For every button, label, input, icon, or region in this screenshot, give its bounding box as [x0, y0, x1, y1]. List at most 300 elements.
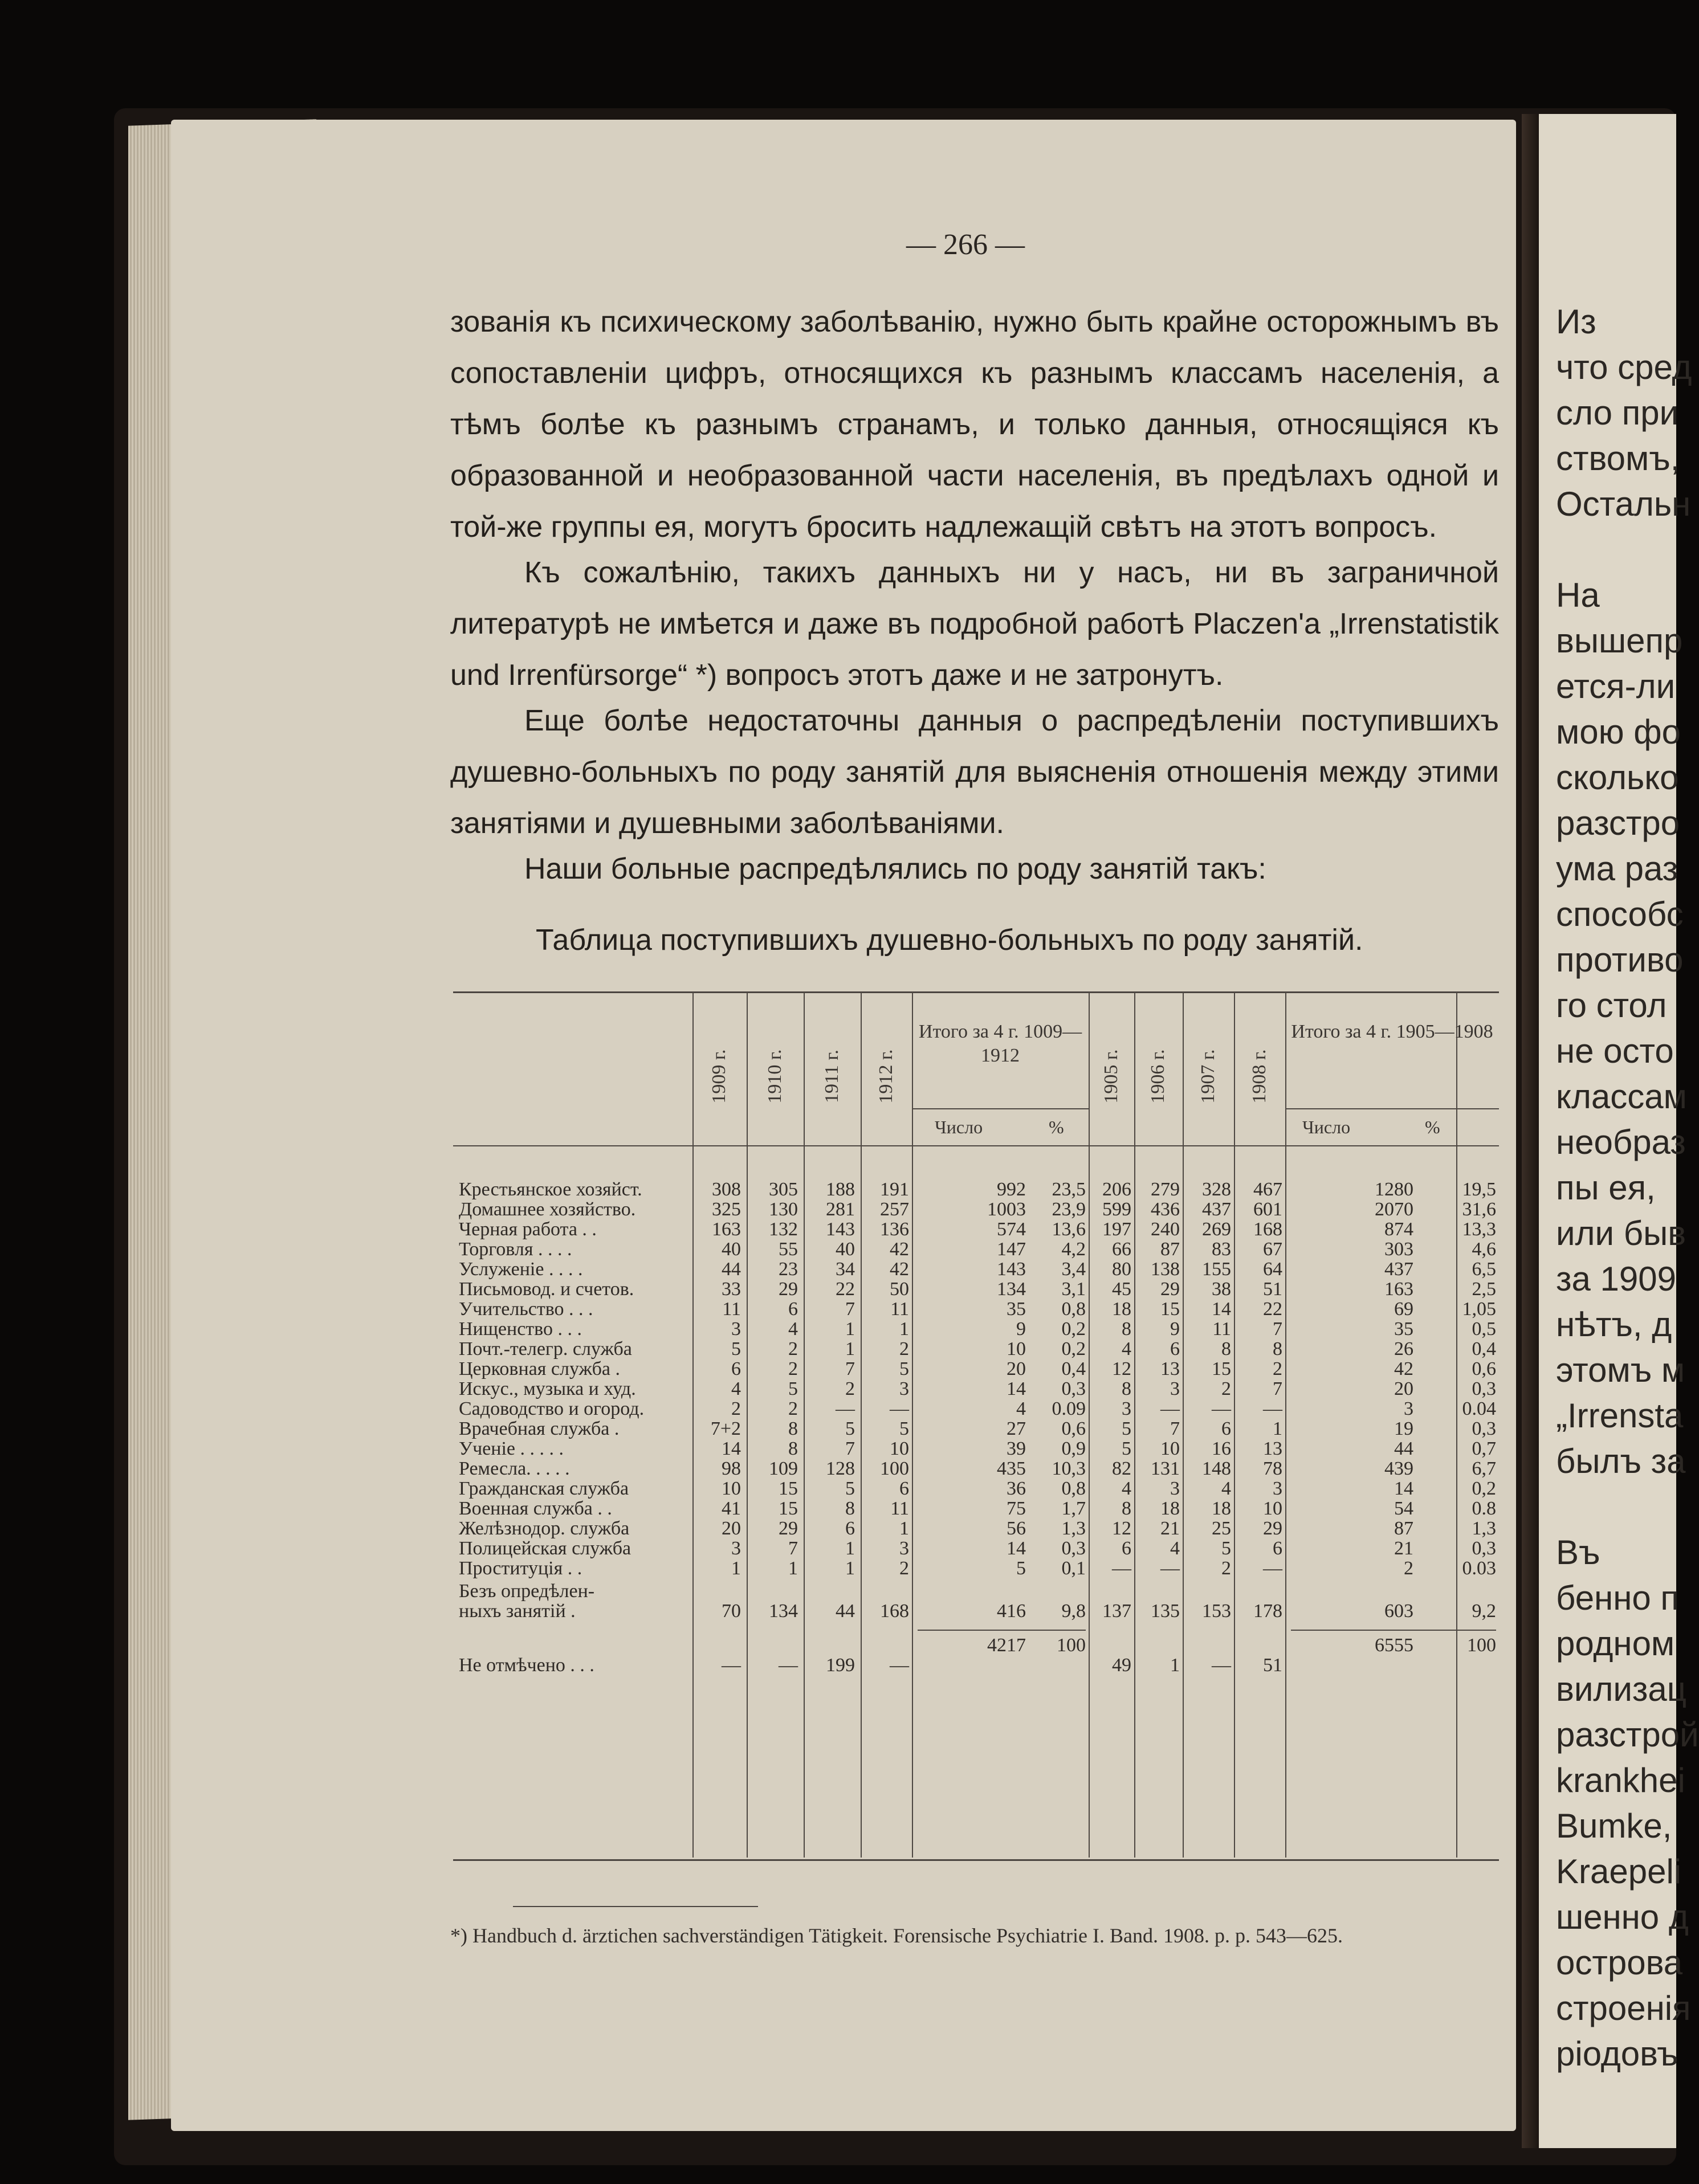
table-cell: — [779, 1655, 798, 1676]
table-row [459, 1655, 1502, 1675]
group-header-1909-1912: Итого за 4 г. 1009—1912 [918, 1021, 1082, 1066]
table-cell: 14 [1007, 1378, 1026, 1399]
table-cell: 163 [712, 1219, 741, 1240]
row-label: ныхъ занятій . [459, 1601, 576, 1622]
table-cell: 0,3 [1472, 1418, 1496, 1439]
table-row [459, 1459, 1502, 1479]
table-cell: 12 [1112, 1518, 1131, 1539]
page-number: — 266 — [906, 228, 1025, 261]
table-cell: 21 [1394, 1538, 1413, 1559]
table-cell: 1,05 [1462, 1299, 1496, 1320]
year-header: 1909 г. [708, 1049, 730, 1104]
table-cell: 168 [880, 1601, 909, 1622]
table-cell: 3 [899, 1378, 909, 1399]
table-row [459, 1581, 1502, 1601]
table-cell: 19 [1394, 1418, 1413, 1439]
right-page-line: родном [1556, 1624, 1675, 1663]
right-page-line: мою фо [1556, 713, 1681, 751]
table-row [459, 1601, 1502, 1621]
table-row [459, 1635, 1502, 1655]
table-cell: 35 [1394, 1318, 1413, 1340]
table-cell: 7 [788, 1538, 798, 1559]
table-cell: 308 [712, 1179, 741, 1200]
footnote: *) Handbuch d. ärztichen sachverständigen Tätigkeit. Forensische Psychiatrie I. Band. 1908. p. p. 543—625. [450, 1924, 1343, 1947]
table-cell: 2 [899, 1338, 909, 1360]
table-cell: 20 [1394, 1378, 1413, 1399]
table-cell: 137 [1102, 1601, 1131, 1622]
table-cell: 42 [1394, 1358, 1413, 1379]
table-cell: 18 [1112, 1299, 1131, 1320]
table-cell: 1 [845, 1338, 855, 1360]
table-cell: 9 [1170, 1318, 1180, 1340]
table-cell: 8 [1273, 1338, 1282, 1360]
table-cell: 6 [788, 1299, 798, 1320]
right-page-line: krankhei [1556, 1761, 1685, 1799]
table-cell: 135 [1151, 1601, 1180, 1622]
table-cell: 3 [1273, 1478, 1282, 1499]
right-page-line: Kraepeli [1556, 1852, 1682, 1891]
table-cell: 42 [890, 1239, 909, 1260]
table-row [459, 1219, 1502, 1239]
table-cell: 0,2 [1061, 1338, 1086, 1360]
year-header: 1912 г. [875, 1049, 897, 1104]
table-cell: 148 [1202, 1458, 1231, 1479]
table-cell: 4217 [987, 1635, 1026, 1656]
table-cell: 199 [826, 1655, 855, 1676]
right-page-line: острова [1556, 1944, 1683, 1982]
table-cell: 13 [1263, 1438, 1282, 1459]
table-cell: 435 [997, 1458, 1026, 1479]
table-cell: 1 [731, 1558, 741, 1579]
table-cell: 439 [1384, 1458, 1413, 1479]
table-cell: 2 [1221, 1378, 1231, 1399]
table-cell: 3 [1404, 1398, 1413, 1419]
table-cell: 15 [1212, 1358, 1231, 1379]
table-cell: 69 [1394, 1299, 1413, 1320]
table-row [459, 1399, 1502, 1419]
table-cell: 2 [788, 1398, 798, 1419]
table-cell: 178 [1253, 1601, 1282, 1622]
table-cell: 467 [1253, 1179, 1282, 1200]
table-cell: 82 [1112, 1458, 1131, 1479]
table-cell: 0,8 [1061, 1299, 1086, 1320]
table-cell: 136 [880, 1219, 909, 1240]
table-cell: 51 [1263, 1655, 1282, 1676]
table-cell: 4,6 [1472, 1239, 1496, 1260]
right-page-line: способс [1556, 895, 1684, 933]
table-cell: 40 [836, 1239, 855, 1260]
table-cell: 143 [826, 1219, 855, 1240]
table-cell: 50 [890, 1279, 909, 1300]
table-cell: 1 [1170, 1655, 1180, 1676]
table-cell: 11 [722, 1299, 741, 1320]
table-cell: 2 [899, 1558, 909, 1579]
table-cell: 39 [1007, 1438, 1026, 1459]
table-row [459, 1479, 1502, 1499]
table-cell: 13,3 [1462, 1219, 1496, 1240]
row-label: Крестьянское хозяйст. [459, 1179, 642, 1200]
row-label: Не отмѣчено . . . [459, 1655, 594, 1676]
right-page-line: противо [1556, 941, 1684, 979]
table-cell: 18 [1160, 1498, 1180, 1519]
table-cell: 134 [997, 1279, 1026, 1300]
table-cell: 44 [722, 1259, 741, 1280]
table-cell: 5 [1016, 1558, 1026, 1579]
table-cell: 23,5 [1052, 1179, 1086, 1200]
table-cell: 0,2 [1061, 1318, 1086, 1340]
table-cell: 325 [712, 1199, 741, 1220]
table-cell: 6 [899, 1478, 909, 1499]
table-cell: 303 [1384, 1239, 1413, 1260]
table-cell: 1 [1273, 1418, 1282, 1439]
table-cell: 25 [1212, 1518, 1231, 1539]
table-cell: 0.04 [1462, 1398, 1496, 1419]
table-cell: 2 [788, 1338, 798, 1360]
table-cell: 49 [1112, 1655, 1131, 1676]
table-cell: 55 [779, 1239, 798, 1260]
table-cell: 3 [899, 1538, 909, 1559]
table-cell: 1 [899, 1518, 909, 1539]
table-cell: 21 [1160, 1518, 1180, 1539]
table-cell: — [1263, 1558, 1282, 1579]
sub-header-number: Число [1302, 1117, 1351, 1137]
table-cell: 6 [845, 1518, 855, 1539]
table-header-line [1285, 1108, 1499, 1109]
table-cell: 4 [1170, 1538, 1180, 1559]
table-cell: 44 [1394, 1438, 1413, 1459]
table-cell: 16 [1212, 1438, 1231, 1459]
table-cell: 3 [1122, 1398, 1131, 1419]
table-cell: 8 [788, 1418, 798, 1439]
total-rule [918, 1630, 1086, 1631]
row-label: Врачебная служба . [459, 1418, 620, 1439]
year-header: 1911 г. [821, 1050, 842, 1103]
table-cell: 2 [1221, 1558, 1231, 1579]
table-cell: — [722, 1655, 741, 1676]
table-cell: 100 [1467, 1635, 1496, 1656]
table-cell: 13 [1160, 1358, 1180, 1379]
table-cell: 155 [1202, 1259, 1231, 1280]
table-cell: 7 [1170, 1418, 1180, 1439]
table-cell: 29 [1160, 1279, 1180, 1300]
row-label: Гражданская служба [459, 1478, 629, 1499]
table-cell: 0,4 [1472, 1338, 1496, 1360]
table-cell: 3,1 [1061, 1279, 1086, 1300]
table-cell: 8 [1122, 1318, 1131, 1340]
row-label: Проституція . . [459, 1558, 582, 1579]
table-cell: 11 [890, 1498, 909, 1519]
table-cell: 5 [1122, 1438, 1131, 1459]
row-label: Черная работа . . [459, 1219, 597, 1240]
table-cell: — [1212, 1398, 1231, 1419]
table-cell: 2 [1404, 1558, 1413, 1579]
right-page-line: за 1909 [1556, 1260, 1677, 1298]
table-cell: 7 [1273, 1318, 1282, 1340]
right-page-line: ума раз [1556, 850, 1678, 888]
table-cell: 29 [779, 1279, 798, 1300]
table-cell: 4 [1016, 1398, 1026, 1419]
table-cell: 4 [1122, 1478, 1131, 1499]
table-cell: 80 [1112, 1259, 1131, 1280]
table-cell: 1003 [987, 1199, 1026, 1220]
table-cell: 22 [1263, 1299, 1282, 1320]
table-row [459, 1439, 1502, 1459]
table-cell: 3 [731, 1538, 741, 1559]
table-cell: 9 [1016, 1318, 1026, 1340]
table-cell: 6,5 [1472, 1259, 1496, 1280]
paragraph-3: Еще болѣе недостаточны данныя о распредѣленіи поступившихъ душевно-больныхъ по роду занятій для выясненія отношенія между этими занятіями и душевными заболѣваніями. [450, 704, 1499, 840]
table-cell: 3 [1170, 1378, 1180, 1399]
table-cell: 45 [1112, 1279, 1131, 1300]
table-cell: 128 [826, 1458, 855, 1479]
table-cell: 67 [1263, 1239, 1282, 1260]
table-cell: 35 [1007, 1299, 1026, 1320]
table-cell: 5 [845, 1478, 855, 1499]
table-cell: 14 [1007, 1538, 1026, 1559]
year-header: 1906 г. [1147, 1049, 1168, 1104]
table-row [459, 1319, 1502, 1339]
right-page-line: пы ея, [1556, 1169, 1656, 1207]
row-label: Письмовод. и счетов. [459, 1279, 634, 1300]
table-cell: 437 [1384, 1259, 1413, 1280]
table-cell: 197 [1102, 1219, 1131, 1240]
table-cell: 4 [1122, 1338, 1131, 1360]
table-cell: — [890, 1655, 909, 1676]
row-label: Безъ опредѣлен- [459, 1581, 595, 1602]
table-row [459, 1339, 1502, 1359]
table-cell: 10 [722, 1478, 741, 1499]
table-cell: 10 [1160, 1438, 1180, 1459]
table-header-line [912, 1108, 1089, 1109]
table-row [459, 1379, 1502, 1399]
table-cell: 31,6 [1462, 1199, 1496, 1220]
table-cell: 0,7 [1472, 1438, 1496, 1459]
year-header: 1910 г. [764, 1049, 785, 1104]
table-cell: 10 [890, 1438, 909, 1459]
table-cell: 5 [731, 1338, 741, 1360]
table-cell: 416 [997, 1601, 1026, 1622]
table-cell: — [1112, 1558, 1131, 1579]
sub-header-percent: % [1425, 1117, 1440, 1137]
table-cell: 0.03 [1462, 1558, 1496, 1579]
table-cell: 269 [1202, 1219, 1231, 1240]
table-cell: 0.8 [1472, 1498, 1496, 1519]
table-cell: 75 [1007, 1498, 1026, 1519]
table-cell: 2 [845, 1378, 855, 1399]
right-page-line: вышепр [1556, 622, 1683, 660]
table-cell: 10,3 [1052, 1458, 1086, 1479]
table-cell: 191 [880, 1179, 909, 1200]
table-cell: — [1160, 1398, 1180, 1419]
table-row [459, 1558, 1502, 1578]
table-cell: 6,7 [1472, 1458, 1496, 1479]
table-cell: 109 [769, 1458, 798, 1479]
right-page-line: го стол [1556, 986, 1667, 1024]
table-cell: 11 [890, 1299, 909, 1320]
table-cell: 7 [1273, 1378, 1282, 1399]
table-cell: 0,3 [1061, 1538, 1086, 1559]
table-cell: 206 [1102, 1179, 1131, 1200]
table-cell: 163 [1384, 1279, 1413, 1300]
footnote-rule [513, 1906, 758, 1907]
table-cell: 20 [1007, 1358, 1026, 1379]
table-cell: 29 [1263, 1518, 1282, 1539]
table-cell: 130 [769, 1199, 798, 1220]
table-cell: 2 [731, 1398, 741, 1419]
table-cell: 134 [769, 1601, 798, 1622]
table-cell: 603 [1384, 1601, 1413, 1622]
table-cell: 26 [1394, 1338, 1413, 1360]
table-cell: 34 [836, 1259, 855, 1280]
table-cell: 100 [1057, 1635, 1086, 1656]
table-cell: 3 [731, 1318, 741, 1340]
group-header-1905-1908: Итого за 4 г. 1905—1908 [1291, 1021, 1493, 1042]
table-cell: 147 [997, 1239, 1026, 1260]
table-cell: 0,4 [1061, 1358, 1086, 1379]
table-cell: 0,5 [1472, 1318, 1496, 1340]
row-label: Учительство . . . [459, 1299, 593, 1320]
table-cell: 6 [1273, 1538, 1282, 1559]
right-page-line: что сред [1556, 348, 1692, 386]
table-cell: 23 [779, 1259, 798, 1280]
table-row [459, 1359, 1502, 1379]
row-label: Садоводство и огород. [459, 1398, 645, 1419]
table-cell: 257 [880, 1199, 909, 1220]
table-cell: 78 [1263, 1458, 1282, 1479]
table-cell: 2 [1273, 1358, 1282, 1379]
table-cell: 1 [845, 1558, 855, 1579]
row-label: Домашнее хозяйство. [459, 1199, 636, 1220]
table-cell: 15 [1160, 1299, 1180, 1320]
table-cell: 1 [899, 1318, 909, 1340]
table-cell: 14 [722, 1438, 741, 1459]
paragraph-4: Наши больные распредѣлялись по роду занятій такъ: [524, 852, 1266, 885]
table-cell: 6 [1170, 1338, 1180, 1360]
table-cell: 1,3 [1061, 1518, 1086, 1539]
table-cell: 87 [1160, 1239, 1180, 1260]
table-cell: 0.09 [1052, 1398, 1086, 1419]
table-cell: 51 [1263, 1279, 1282, 1300]
row-label: Торговля . . . . [459, 1239, 572, 1260]
table-cell: 10 [1007, 1338, 1026, 1360]
table-cell: — [1160, 1558, 1180, 1579]
row-label: Искус., музыка и худ. [459, 1378, 636, 1399]
table-cell: 9,2 [1472, 1601, 1496, 1622]
row-label: Желѣзнодор. служба [459, 1518, 630, 1539]
table-cell: 5 [899, 1358, 909, 1379]
table-cell: 6 [731, 1358, 741, 1379]
right-page-line: строенія [1556, 1989, 1691, 2027]
table-cell: 66 [1112, 1239, 1131, 1260]
right-page-line: шенно д [1556, 1898, 1689, 1936]
table-cell: 19,5 [1462, 1179, 1496, 1200]
table-cell: 599 [1102, 1199, 1131, 1220]
table-cell: 38 [1212, 1279, 1231, 1300]
table-cell: 437 [1202, 1199, 1231, 1220]
table-cell: 14 [1212, 1299, 1231, 1320]
table-cell: 3,4 [1061, 1259, 1086, 1280]
table-cell: 83 [1212, 1239, 1231, 1260]
table-cell: 6 [1221, 1418, 1231, 1439]
table-cell: 0,1 [1061, 1558, 1086, 1579]
right-page-line: этомъ м [1556, 1351, 1685, 1389]
year-header: 1908 г. [1249, 1049, 1270, 1104]
table-cell: 42 [890, 1259, 909, 1280]
table-cell: 29 [779, 1518, 798, 1539]
right-page-line: ствомъ, [1556, 439, 1680, 477]
table-cell: 15 [779, 1498, 798, 1519]
table-cell: 20 [722, 1518, 741, 1539]
table-row [459, 1518, 1502, 1538]
table-cell: 8 [1122, 1378, 1131, 1399]
table-cell: 5 [845, 1418, 855, 1439]
table-cell: 328 [1202, 1179, 1231, 1200]
right-page-line: вилизац [1556, 1670, 1687, 1708]
table-cell: 874 [1384, 1219, 1413, 1240]
row-label: Военная служба . . [459, 1498, 612, 1519]
table-cell: 22 [836, 1279, 855, 1300]
row-label: Ремесла. . . . . [459, 1458, 570, 1479]
right-page-line: или быв [1556, 1214, 1686, 1252]
row-label: Почт.-телегр. служба [459, 1338, 632, 1360]
table-cell: 5 [788, 1378, 798, 1399]
right-page-line: бенно п [1556, 1579, 1679, 1617]
table-cell: 15 [779, 1478, 798, 1499]
right-page-line: нѣтъ, д [1556, 1305, 1672, 1344]
row-label: Полицейская служба [459, 1538, 631, 1559]
table-cell: 27 [1007, 1418, 1026, 1439]
table-cell: 7+2 [710, 1418, 741, 1439]
table-cell: — [836, 1398, 855, 1419]
right-page-line: сколько [1556, 758, 1679, 797]
table-row [459, 1299, 1502, 1319]
table-cell: 18 [1212, 1498, 1231, 1519]
row-label: Церковная служба . [459, 1358, 620, 1379]
table-cell: 8 [845, 1498, 855, 1519]
table-cell: 0,6 [1472, 1358, 1496, 1379]
total-rule [1291, 1630, 1496, 1631]
right-page-line: классам [1556, 1077, 1687, 1116]
table-cell: 6555 [1375, 1635, 1413, 1656]
table-cell: 7 [845, 1438, 855, 1459]
table-cell: 5 [899, 1418, 909, 1439]
table-cell: 13,6 [1052, 1219, 1086, 1240]
table-cell: 2 [788, 1358, 798, 1379]
table-cell: 56 [1007, 1518, 1026, 1539]
table-cell: 1,7 [1061, 1498, 1086, 1519]
table-cell: 0,8 [1061, 1478, 1086, 1499]
table-cell: 574 [997, 1219, 1026, 1240]
table-cell: — [1263, 1398, 1282, 1419]
table-cell: 153 [1202, 1601, 1231, 1622]
table-cell: 281 [826, 1199, 855, 1220]
table-cell: 2070 [1375, 1199, 1413, 1220]
table-cell: 98 [722, 1458, 741, 1479]
table-row [459, 1538, 1502, 1558]
table-cell: 100 [880, 1458, 909, 1479]
table-cell: 1280 [1375, 1179, 1413, 1200]
table-cell: 23,9 [1052, 1199, 1086, 1220]
table-cell: 4,2 [1061, 1239, 1086, 1260]
table-cell: 7 [845, 1358, 855, 1379]
year-header: 1907 г. [1197, 1049, 1219, 1104]
table-cell: 87 [1394, 1518, 1413, 1539]
table-cell: 5 [1221, 1538, 1231, 1559]
table-cell: 1 [845, 1318, 855, 1340]
right-page-line: На [1556, 576, 1600, 614]
table-header-line [453, 1145, 1499, 1146]
right-page-line: былъ за [1556, 1442, 1686, 1480]
